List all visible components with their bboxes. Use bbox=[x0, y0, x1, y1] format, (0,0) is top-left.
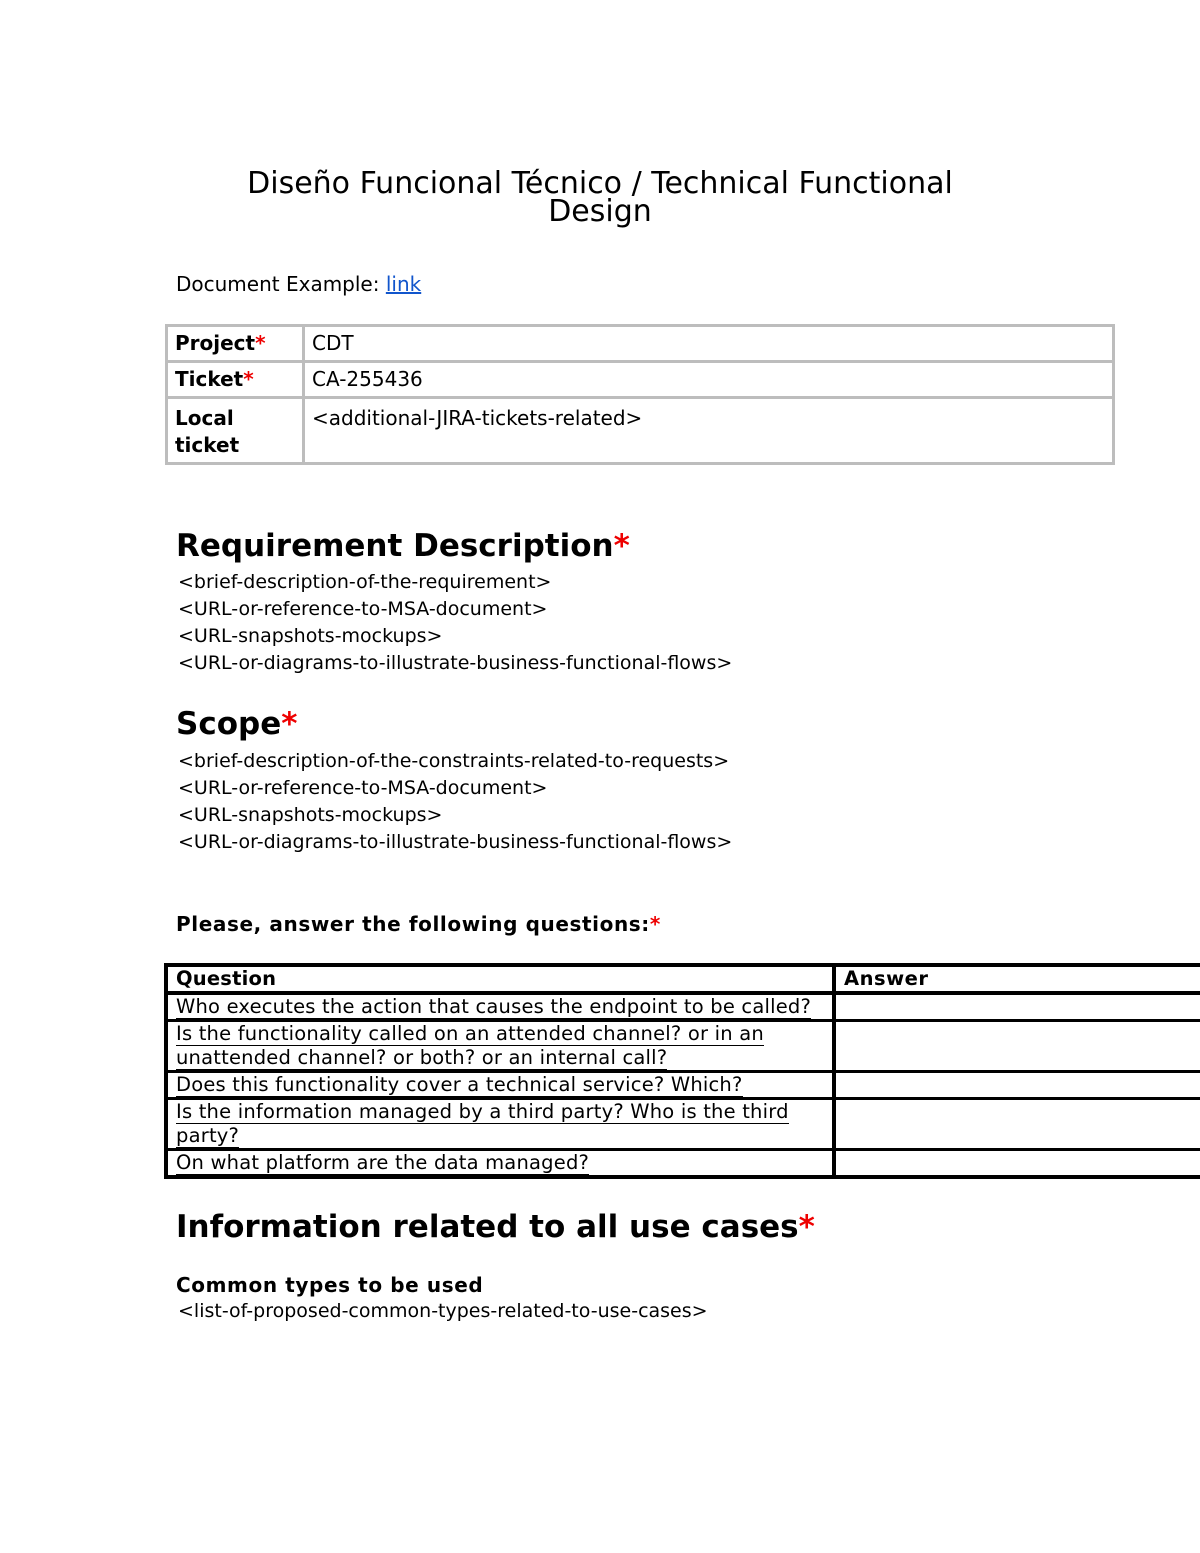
required-asterisk: * bbox=[798, 1209, 815, 1245]
local-ticket-value[interactable]: <additional-JIRA-tickets-related> bbox=[304, 398, 1114, 464]
table-row bbox=[166, 1099, 1200, 1150]
requirement-description-heading-text: Requirement Description bbox=[176, 528, 614, 564]
local-ticket-label: Local ticket bbox=[167, 398, 304, 464]
answer-cell[interactable] bbox=[834, 993, 1200, 1021]
scope-heading bbox=[176, 706, 297, 742]
questions-table bbox=[164, 963, 1200, 1179]
table-row bbox=[166, 1021, 1200, 1072]
scope-line: <brief-description-of-the-constraints-related-to-requests> bbox=[178, 750, 730, 772]
project-row bbox=[167, 326, 1114, 362]
questions-header-row bbox=[166, 965, 1200, 993]
project-label-cell bbox=[167, 326, 304, 362]
question-cell bbox=[166, 1072, 834, 1099]
questions-prompt bbox=[176, 911, 661, 937]
ticket-row bbox=[167, 362, 1114, 398]
scope-line: <URL-or-reference-to-MSA-document> bbox=[178, 777, 548, 799]
required-asterisk: * bbox=[281, 706, 298, 742]
required-asterisk: * bbox=[649, 912, 661, 936]
requirement-description-heading bbox=[176, 528, 630, 564]
question-text: Does this functionality cover a technical service? Which? bbox=[176, 1073, 743, 1096]
answer-cell[interactable] bbox=[834, 1021, 1200, 1072]
requirement-line: <URL-snapshots-mockups> bbox=[178, 625, 443, 647]
common-types-subheading: Common types to be used bbox=[176, 1273, 484, 1297]
required-asterisk: * bbox=[255, 331, 266, 355]
ticket-label-cell bbox=[167, 362, 304, 398]
requirement-description-body bbox=[178, 569, 732, 677]
common-types-line: <list-of-proposed-common-types-related-to-use-cases> bbox=[178, 1300, 708, 1322]
answer-cell[interactable] bbox=[834, 1099, 1200, 1150]
local-ticket-row bbox=[167, 398, 1114, 464]
table-row bbox=[166, 993, 1200, 1021]
project-info-table bbox=[165, 324, 1115, 465]
question-text: Who executes the action that causes the endpoint to be called? bbox=[176, 995, 812, 1018]
document-example bbox=[176, 271, 421, 297]
requirement-line: <URL-or-diagrams-to-illustrate-business-functional-flows> bbox=[178, 652, 733, 674]
scope-line: <URL-snapshots-mockups> bbox=[178, 804, 443, 826]
scope-line: <URL-or-diagrams-to-illustrate-business-functional-flows> bbox=[178, 831, 733, 853]
answer-cell[interactable] bbox=[834, 1150, 1200, 1178]
scope-body bbox=[178, 748, 732, 856]
project-label: Project bbox=[175, 331, 256, 355]
answer-cell[interactable] bbox=[834, 1072, 1200, 1099]
answer-column-header: Answer bbox=[834, 965, 1200, 993]
use-cases-heading bbox=[176, 1209, 815, 1245]
ticket-value[interactable]: CA-255436 bbox=[304, 362, 1114, 398]
question-column-header: Question bbox=[166, 965, 834, 993]
document-example-label: Document Example: bbox=[176, 272, 380, 296]
project-value[interactable]: CDT bbox=[304, 326, 1114, 362]
question-cell bbox=[166, 1099, 834, 1150]
question-cell bbox=[166, 993, 834, 1021]
use-cases-heading-text: Information related to all use cases bbox=[176, 1209, 799, 1245]
requirement-line: <URL-or-reference-to-MSA-document> bbox=[178, 598, 548, 620]
question-cell bbox=[166, 1021, 834, 1072]
required-asterisk: * bbox=[243, 367, 254, 391]
question-text: Is the functionality called on an attended channel? or in an unattended channel? or both? or an internal call? bbox=[176, 1022, 764, 1069]
question-cell bbox=[166, 1150, 834, 1178]
document-title: Diseño Funcional Técnico / Technical Functional Design bbox=[247, 166, 953, 229]
question-text: On what platform are the data managed? bbox=[176, 1151, 590, 1174]
ticket-label: Ticket bbox=[175, 367, 244, 391]
questions-prompt-text: Please, answer the following questions: bbox=[176, 912, 650, 936]
requirement-line: <brief-description-of-the-requirement> bbox=[178, 571, 552, 593]
document-example-link[interactable]: link bbox=[385, 272, 422, 296]
question-text: Is the information managed by a third party? Who is the third party? bbox=[176, 1100, 789, 1147]
table-row bbox=[166, 1072, 1200, 1099]
scope-heading-text: Scope bbox=[176, 706, 282, 742]
required-asterisk: * bbox=[613, 528, 630, 564]
table-row bbox=[166, 1150, 1200, 1178]
